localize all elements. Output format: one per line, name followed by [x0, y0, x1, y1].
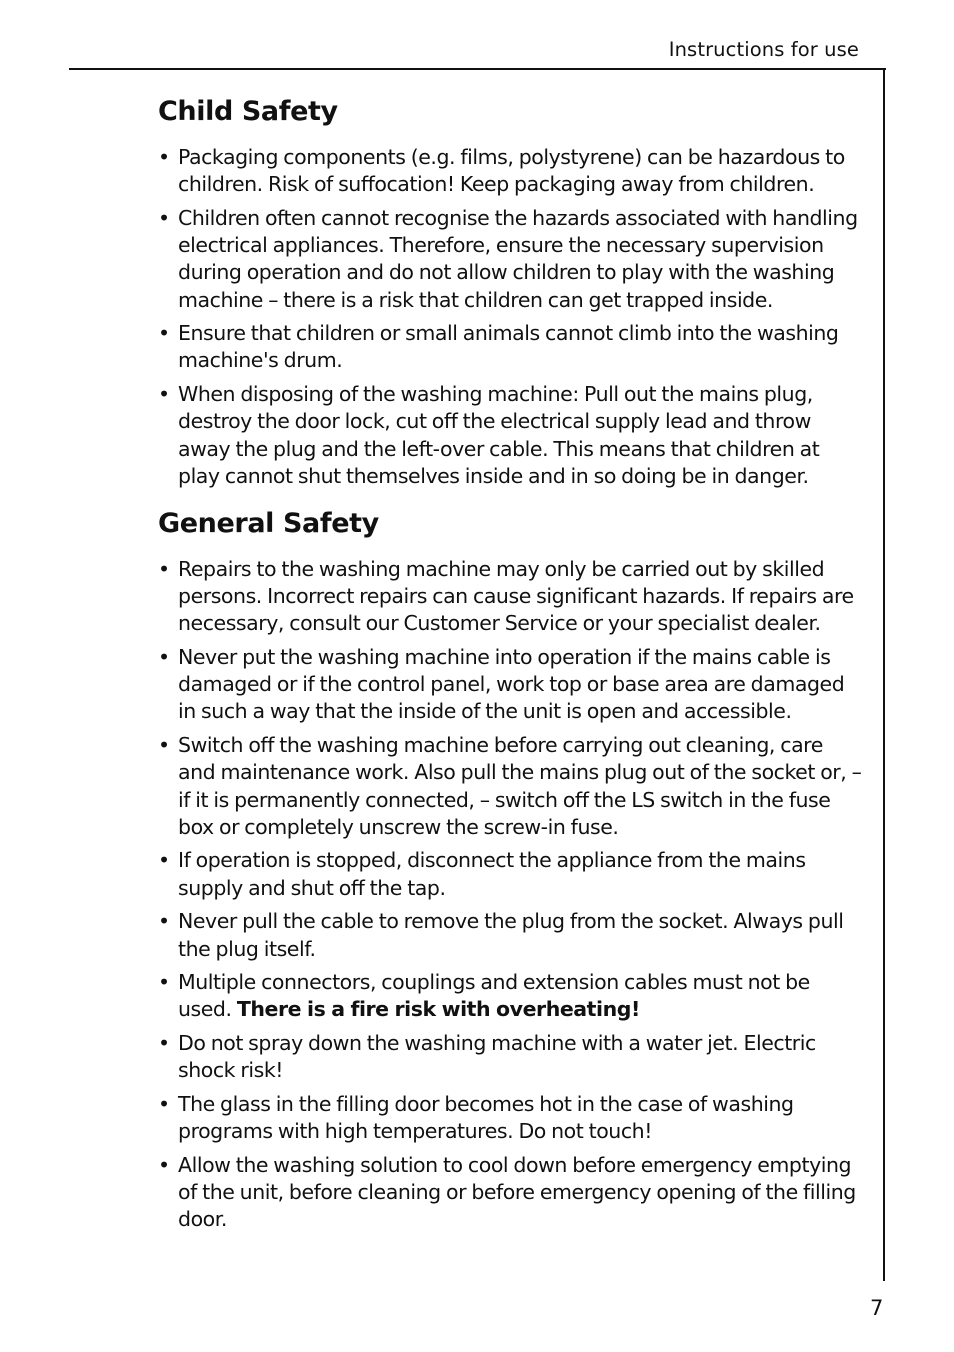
- margin-rule: [883, 68, 885, 1281]
- list-item: • Never pull the cable to remove the plug from the socket. Always pull the plug itself.: [158, 908, 864, 962]
- list-item: • Ensure that children or small animals cannot climb into the washing machine's drum.: [158, 320, 864, 374]
- section-title-general-safety: General Safety: [158, 507, 379, 539]
- page-number: 7: [870, 1296, 884, 1320]
- list-item: • Children often cannot recognise the hazards associated with handling electrical appliances. Therefore, ensure the necessary supervision during operation and do not allow children to play with the washing machine – there is a risk that children can get trapped inside.: [158, 205, 864, 314]
- running-header: Instructions for use: [668, 38, 859, 61]
- general-safety-section: [158, 506, 864, 1234]
- header-rule: [69, 68, 886, 70]
- list-item: • If operation is stopped, disconnect the appliance from the mains supply and shut off the tap.: [158, 847, 864, 901]
- list-item: [158, 969, 864, 1023]
- list-item: • Do not spray down the washing machine with a water jet. Electric shock risk!: [158, 1030, 864, 1084]
- list-item: • The glass in the filling door becomes hot in the case of washing programs with high temperatures. Do not touch!: [158, 1091, 864, 1145]
- child-safety-section: [158, 94, 864, 490]
- list-item: • Never put the washing machine into operation if the mains cable is damaged or if the control panel, work top or base area are damaged in such a way that the inside of the unit is open and accessible.: [158, 644, 864, 726]
- list-item: • Packaging components (e.g. films, polystyrene) can be hazardous to children. Risk of suffocation! Keep packaging away from children.: [158, 144, 864, 198]
- general-safety-list: [158, 556, 864, 1234]
- list-item: • Switch off the washing machine before carrying out cleaning, care and maintenance work. Also pull the mains plug out of the socket or, – if it is permanently connected, – switch off the LS switch in the fuse box or completely unscrew the screw-in fuse.: [158, 732, 864, 841]
- section-title-child-safety: Child Safety: [158, 96, 338, 127]
- list-item-text: Multiple connectors, couplings and extension cables must not be used.: [178, 970, 810, 1022]
- list-item: • When disposing of the washing machine: Pull out the mains plug, destroy the door lock, cut off the electrical supply lead and throw away the plug and the left-over cable. This means that children at play cannot shut themselves inside and in so doing be in danger.: [158, 381, 864, 490]
- child-safety-list: [158, 144, 864, 490]
- fire-risk-warning: There is a fire risk with overheating!: [236, 997, 640, 1022]
- list-item: • Allow the washing solution to cool down before emergency emptying of the unit, before cleaning or before emergency opening of the filling door.: [158, 1152, 864, 1234]
- page-content: [158, 94, 864, 1240]
- list-item: • Repairs to the washing machine may only be carried out by skilled persons. Incorrect repairs can cause significant hazards. If repairs are necessary, consult our Customer Service or your specialist dealer.: [158, 556, 864, 638]
